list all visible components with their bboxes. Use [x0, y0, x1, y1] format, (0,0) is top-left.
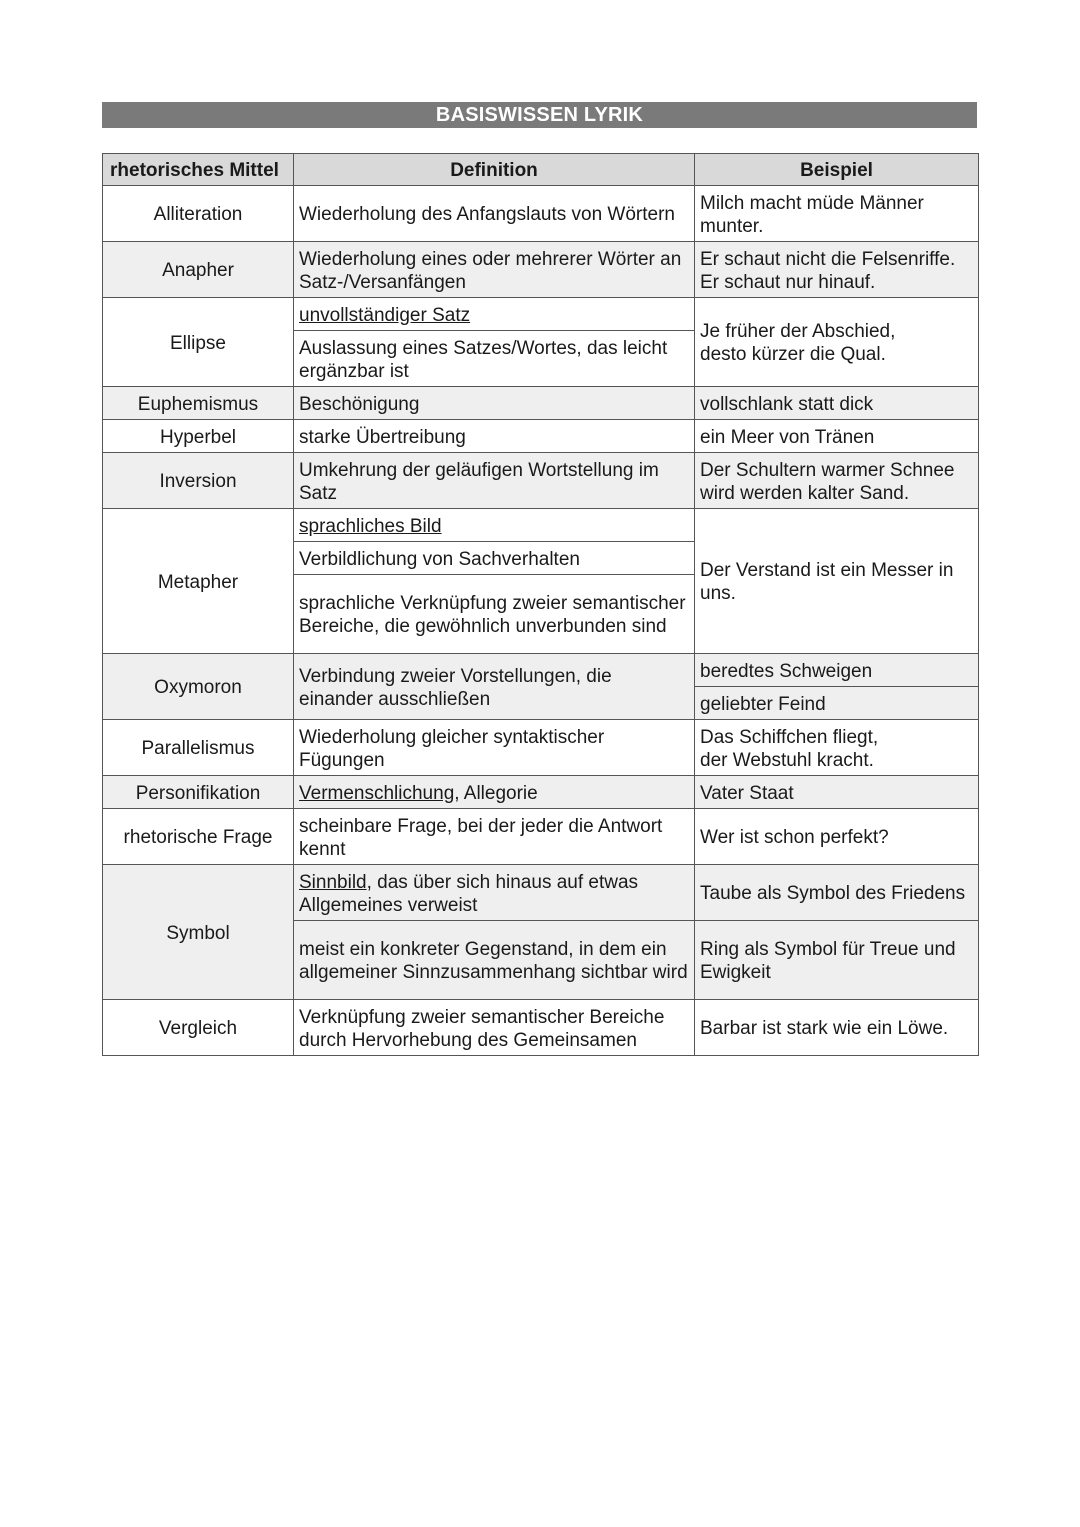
table-row [103, 1000, 979, 1056]
definition-cell: Verbindung zweier Vorstellungen, die einander ausschließen [294, 654, 695, 720]
example-cell: geliebter Feind [695, 687, 979, 720]
definition-cell: Beschönigung [294, 387, 695, 420]
definition-cell: Auslassung eines Satzes/Wortes, das leicht ergänzbar ist [294, 331, 695, 387]
header-definition: Definition [294, 154, 695, 186]
example-cell [695, 298, 979, 387]
table-row [103, 509, 979, 542]
term-cell: Inversion [103, 453, 294, 509]
table-row [103, 654, 979, 687]
table-row [103, 865, 979, 921]
example-cell: Barbar ist stark wie ein Löwe. [695, 1000, 979, 1056]
example-cell [695, 720, 979, 776]
example-cell: beredtes Schweigen [695, 654, 979, 687]
term-cell: Symbol [103, 865, 294, 1000]
definition-cell: scheinbare Frage, bei der jeder die Antwort kennt [294, 809, 695, 865]
definition-rest: , Allegorie [454, 782, 538, 804]
term-cell: Vergleich [103, 1000, 294, 1056]
example-cell: Der Schultern warmer Schnee wird werden kalter Sand. [695, 453, 979, 509]
example-line: Er schaut nur hinauf. [700, 271, 876, 293]
example-cell: ein Meer von Tränen [695, 420, 979, 453]
example-line: desto kürzer die Qual. [700, 344, 886, 365]
table-row [103, 242, 979, 298]
table-header-row [103, 154, 979, 186]
definition-cell [294, 509, 695, 542]
page-title: BASISWISSEN LYRIK [102, 102, 977, 128]
example-cell: Der Verstand ist ein Messer in uns. [695, 509, 979, 654]
definition-cell: Wiederholung eines oder mehrerer Wörter an Satz-/Versanfängen [294, 242, 695, 298]
example-cell: Milch macht müde Männer munter. [695, 186, 979, 242]
example-line: Das Schiffchen fliegt, [700, 726, 879, 748]
table-row [103, 298, 979, 331]
example-cell: Wer ist schon perfekt? [695, 809, 979, 865]
example-cell: Taube als Symbol des Friedens [695, 865, 979, 921]
example-line: Er schaut nicht die Felsenriffe. [700, 248, 956, 270]
definition-underlined: sprachliches Bild [299, 515, 442, 537]
definition-cell: meist ein konkreter Gegenstand, in dem ein allgemeiner Sinnzusammenhang sichtbar wird [294, 921, 695, 1000]
definition-cell: Wiederholung gleicher syntaktischer Fügungen [294, 720, 695, 776]
header-example: Beispiel [695, 154, 979, 186]
definition-cell: sprachliche Verknüpfung zweier semantischer Bereiche, die gewöhnlich unverbunden sind [294, 575, 695, 654]
example-cell: vollschlank statt dick [695, 387, 979, 420]
example-line: der Webstuhl kracht. [700, 749, 874, 771]
table-row [103, 186, 979, 242]
definition-cell: Umkehrung der geläufigen Wortstellung im Satz [294, 453, 695, 509]
definition-underlined: Vermenschlichung [299, 782, 455, 804]
term-cell: Parallelismus [103, 720, 294, 776]
definition-cell [294, 776, 695, 809]
term-cell: Alliteration [103, 186, 294, 242]
term-cell: Oxymoron [103, 654, 294, 720]
table-row [103, 420, 979, 453]
term-cell: Euphemismus [103, 387, 294, 420]
term-cell: Personifikation [103, 776, 294, 809]
table-row [103, 453, 979, 509]
example-cell: Ring als Symbol für Treue und Ewigkeit [695, 921, 979, 1000]
term-cell: Hyperbel [103, 420, 294, 453]
table-row [103, 809, 979, 865]
header-term: rhetorisches Mittel [103, 154, 294, 186]
definition-cell [294, 298, 695, 331]
rhetoric-table [102, 153, 979, 1056]
table-row [103, 720, 979, 776]
definition-cell: Wiederholung des Anfangslauts von Wörtern [294, 186, 695, 242]
definition-underlined: Sinnbild [299, 871, 367, 893]
definition-cell: Verbildlichung von Sachverhalten [294, 542, 695, 575]
term-cell: Anapher [103, 242, 294, 298]
definition-cell: starke Übertreibung [294, 420, 695, 453]
definition-underlined: unvollständiger Satz [299, 304, 471, 326]
definition-cell [294, 865, 695, 921]
example-cell: Vater Staat [695, 776, 979, 809]
definition-rest: , das über sich hinaus auf etwas Allgemeines verweist [299, 871, 639, 916]
term-cell: Ellipse [103, 298, 294, 387]
table-row [103, 776, 979, 809]
example-line: Je früher der Abschied, [700, 321, 896, 342]
term-cell: rhetorische Frage [103, 809, 294, 865]
definition-cell: Verknüpfung zweier semantischer Bereiche durch Hervorhebung des Gemeinsamen [294, 1000, 695, 1056]
term-cell: Metapher [103, 509, 294, 654]
table-row [103, 387, 979, 420]
example-cell [695, 242, 979, 298]
